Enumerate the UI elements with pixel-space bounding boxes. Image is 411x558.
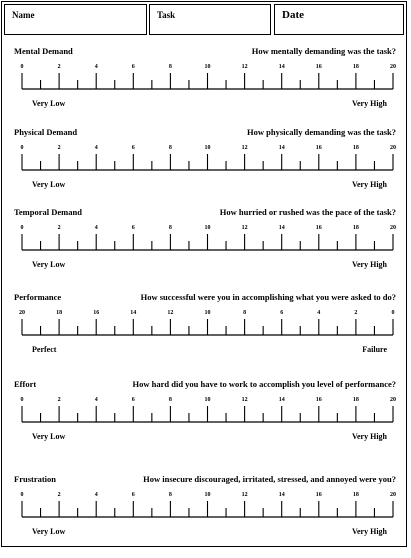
tick-label: 20: [390, 225, 396, 231]
tick-label: 6: [131, 64, 135, 70]
tick-label: 4: [94, 64, 98, 70]
tick-label: 0: [20, 492, 24, 498]
tick-label: 4: [317, 310, 321, 316]
tick-label: 4: [94, 145, 98, 151]
dimension-question: How hard did you have to work to accomplish you level of performance?: [132, 379, 396, 389]
tick-label: 10: [204, 310, 211, 316]
tick-label: 8: [168, 492, 172, 498]
tick-label: 18: [352, 225, 359, 231]
tick-label: 8: [168, 145, 172, 151]
tick-label: 2: [57, 397, 61, 403]
tick-label: 16: [315, 492, 322, 498]
tick-label: 18: [352, 145, 359, 151]
tick-label: 8: [168, 64, 172, 70]
scale-section: [2, 292, 406, 376]
scale-high-anchor: Very High: [351, 432, 387, 441]
task-field[interactable]: [149, 4, 271, 35]
name-field[interactable]: [4, 4, 147, 35]
tick-label: 16: [93, 310, 100, 316]
scale-low-anchor: Very Low: [32, 180, 66, 189]
tick-label: 6: [131, 492, 135, 498]
tick-label: 12: [241, 397, 248, 403]
tick-label: 4: [94, 225, 98, 231]
tick-label: 14: [278, 397, 285, 403]
tick-label: 2: [354, 310, 358, 316]
tick-label: 14: [278, 145, 285, 151]
tick-label: 20: [390, 64, 396, 70]
rating-scale[interactable]: [2, 318, 406, 344]
date-label: Date: [282, 9, 304, 21]
dimension-name: Physical Demand: [14, 127, 78, 137]
tick-label: 0: [391, 310, 395, 316]
tick-label: 16: [315, 145, 322, 151]
tick-label: 12: [241, 492, 248, 498]
scale-low-anchor: Very Low: [32, 260, 66, 269]
scale-low-anchor: Very Low: [32, 99, 66, 108]
scale-high-anchor: Very High: [351, 527, 387, 536]
dimension-question: How insecure discouraged, irritated, stressed, and annoyed were you?: [143, 474, 396, 484]
scale-high-anchor: Very High: [351, 260, 387, 269]
scale-section: [2, 379, 406, 463]
scale-section: [2, 474, 406, 558]
tick-label: 20: [390, 492, 396, 498]
tick-label: 8: [243, 310, 247, 316]
tick-label: 14: [278, 492, 285, 498]
rating-scale[interactable]: [2, 405, 406, 431]
scale-section: [2, 127, 406, 211]
tick-label: 8: [168, 397, 172, 403]
dimension-name: Mental Demand: [14, 46, 73, 56]
tick-label: 16: [315, 397, 322, 403]
rating-scale[interactable]: [2, 233, 406, 259]
rating-scale[interactable]: [2, 72, 406, 98]
dimension-name: Performance: [14, 292, 62, 302]
tick-label: 6: [131, 225, 135, 231]
tlx-form: [1, 1, 407, 547]
tick-label: 4: [94, 397, 98, 403]
tick-label: 14: [278, 225, 285, 231]
tick-label: 6: [280, 310, 284, 316]
tick-label: 18: [352, 64, 359, 70]
tick-label: 2: [57, 145, 61, 151]
dimension-question: How physically demanding was the task?: [246, 127, 396, 137]
tick-label: 10: [204, 145, 211, 151]
tick-label: 10: [204, 64, 211, 70]
task-label: Task: [157, 10, 176, 20]
scale-section: [2, 207, 406, 291]
dimension-question: How successful were you in accomplishing what you were asked to do?: [140, 292, 396, 302]
rating-scale[interactable]: [2, 153, 406, 179]
tick-label: 18: [56, 310, 63, 316]
tick-label: 10: [204, 225, 211, 231]
tick-label: 10: [204, 492, 211, 498]
tick-label: 0: [20, 64, 24, 70]
tick-label: 18: [352, 492, 359, 498]
tick-label: 20: [390, 145, 396, 151]
scale-low-anchor: Perfect: [32, 345, 57, 354]
tick-label: 16: [315, 225, 322, 231]
dimension-name: Frustration: [14, 474, 57, 484]
tick-label: 20: [390, 397, 396, 403]
tick-label: 12: [241, 225, 248, 231]
dimension-name: Effort: [14, 379, 37, 389]
tick-label: 12: [167, 310, 174, 316]
scale-high-anchor: Very High: [351, 180, 387, 189]
tick-label: 0: [20, 397, 24, 403]
tick-label: 2: [57, 64, 61, 70]
tick-label: 6: [131, 145, 135, 151]
dimension-question: How hurried or rushed was the pace of the task?: [219, 207, 396, 217]
tick-label: 14: [278, 64, 285, 70]
scale-low-anchor: Very Low: [32, 432, 66, 441]
scale-high-anchor: Failure: [362, 345, 387, 354]
scale-high-anchor: Very High: [351, 99, 387, 108]
tick-label: 0: [20, 145, 24, 151]
dimension-question: How mentally demanding was the task?: [251, 46, 396, 56]
tick-label: 8: [168, 225, 172, 231]
tick-label: 12: [241, 145, 248, 151]
tick-label: 18: [352, 397, 359, 403]
dimension-name: Temporal Demand: [14, 207, 82, 217]
scale-low-anchor: Very Low: [32, 527, 66, 536]
scale-section: [2, 46, 406, 130]
rating-scale[interactable]: [2, 500, 406, 526]
tick-label: 2: [57, 225, 61, 231]
tick-label: 14: [130, 310, 137, 316]
tick-label: 2: [57, 492, 61, 498]
tick-label: 4: [94, 492, 98, 498]
tick-label: 10: [204, 397, 211, 403]
date-field[interactable]: [274, 4, 404, 35]
tick-label: 12: [241, 64, 248, 70]
name-label: Name: [12, 10, 35, 20]
tick-label: 0: [20, 225, 24, 231]
tick-label: 20: [19, 310, 25, 316]
tick-label: 16: [315, 64, 322, 70]
tick-label: 6: [131, 397, 135, 403]
